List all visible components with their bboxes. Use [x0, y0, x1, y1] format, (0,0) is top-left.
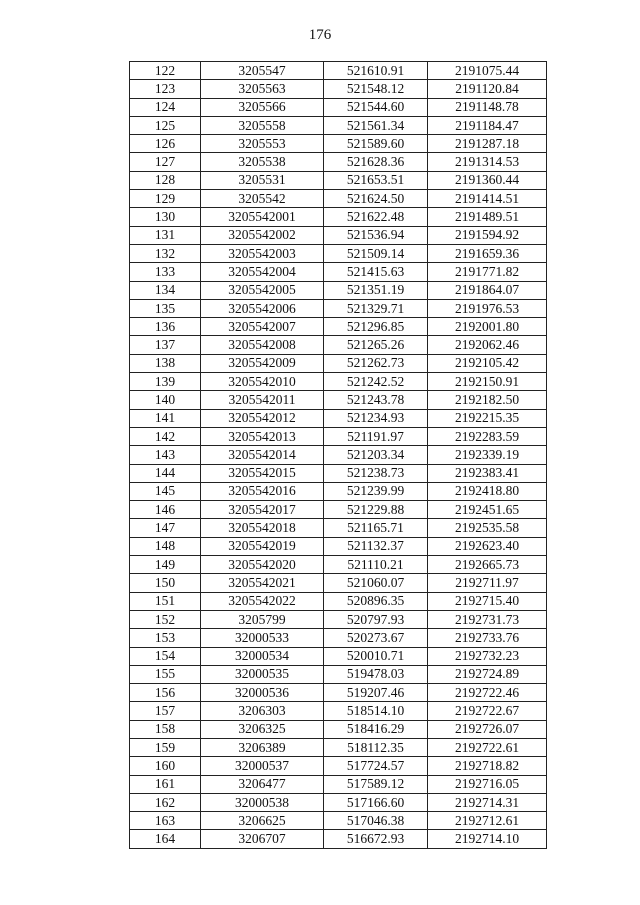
y-coordinate-cell: 2192283.59	[428, 427, 547, 445]
row-number-cell: 149	[130, 556, 201, 574]
y-coordinate-cell: 2191287.18	[428, 135, 547, 153]
table-row	[130, 684, 547, 702]
x-coordinate-cell: 521242.52	[324, 373, 428, 391]
y-coordinate-cell: 2192731.73	[428, 610, 547, 628]
y-coordinate-cell: 2191184.47	[428, 116, 547, 134]
row-number-cell: 146	[130, 501, 201, 519]
row-number-cell: 154	[130, 647, 201, 665]
x-coordinate-cell: 519478.03	[324, 665, 428, 683]
row-number-cell: 152	[130, 610, 201, 628]
row-number-cell: 126	[130, 135, 201, 153]
x-coordinate-cell: 521624.50	[324, 190, 428, 208]
row-number-cell: 131	[130, 226, 201, 244]
row-number-cell: 135	[130, 299, 201, 317]
row-number-cell: 163	[130, 812, 201, 830]
table-row	[130, 775, 547, 793]
y-coordinate-cell: 2191771.82	[428, 263, 547, 281]
x-coordinate-cell: 521329.71	[324, 299, 428, 317]
point-id-cell: 32000534	[201, 647, 324, 665]
x-coordinate-cell: 521262.73	[324, 354, 428, 372]
point-id-cell: 3205531	[201, 171, 324, 189]
y-coordinate-cell: 2192105.42	[428, 354, 547, 372]
table-row	[130, 281, 547, 299]
point-id-cell: 3205547	[201, 62, 324, 80]
x-coordinate-cell: 521589.60	[324, 135, 428, 153]
point-id-cell: 3205542012	[201, 409, 324, 427]
row-number-cell: 155	[130, 665, 201, 683]
table-row	[130, 647, 547, 665]
row-number-cell: 137	[130, 336, 201, 354]
point-id-cell: 3205542017	[201, 501, 324, 519]
point-id-cell: 3205542003	[201, 244, 324, 262]
x-coordinate-cell: 516672.93	[324, 830, 428, 848]
row-number-cell: 138	[130, 354, 201, 372]
point-id-cell: 3205542013	[201, 427, 324, 445]
x-coordinate-cell: 521509.14	[324, 244, 428, 262]
x-coordinate-cell: 520010.71	[324, 647, 428, 665]
table-row	[130, 171, 547, 189]
table-row	[130, 153, 547, 171]
table-row	[130, 793, 547, 811]
row-number-cell: 140	[130, 391, 201, 409]
x-coordinate-cell: 521544.60	[324, 98, 428, 116]
row-number-cell: 136	[130, 318, 201, 336]
table-row	[130, 574, 547, 592]
x-coordinate-cell: 521203.34	[324, 446, 428, 464]
row-number-cell: 162	[130, 793, 201, 811]
point-id-cell: 3205542005	[201, 281, 324, 299]
page-number: 176	[308, 27, 332, 43]
y-coordinate-cell: 2192451.65	[428, 501, 547, 519]
x-coordinate-cell: 521165.71	[324, 519, 428, 537]
table-row	[130, 629, 547, 647]
y-coordinate-cell: 2192150.91	[428, 373, 547, 391]
table-row	[130, 98, 547, 116]
y-coordinate-cell: 2191594.92	[428, 226, 547, 244]
y-coordinate-cell: 2192714.10	[428, 830, 547, 848]
point-id-cell: 3205538	[201, 153, 324, 171]
table-row	[130, 720, 547, 738]
x-coordinate-cell: 517724.57	[324, 757, 428, 775]
x-coordinate-cell: 518514.10	[324, 702, 428, 720]
x-coordinate-cell: 521653.51	[324, 171, 428, 189]
row-number-cell: 122	[130, 62, 201, 80]
point-id-cell: 3205542006	[201, 299, 324, 317]
point-id-cell: 3205542009	[201, 354, 324, 372]
table-row	[130, 354, 547, 372]
table-row	[130, 373, 547, 391]
point-id-cell: 3205542001	[201, 208, 324, 226]
point-id-cell: 3205542010	[201, 373, 324, 391]
point-id-cell: 3205542015	[201, 464, 324, 482]
row-number-cell: 159	[130, 738, 201, 756]
x-coordinate-cell: 519207.46	[324, 684, 428, 702]
table-row	[130, 665, 547, 683]
point-id-cell: 3205542002	[201, 226, 324, 244]
y-coordinate-cell: 2192733.76	[428, 629, 547, 647]
y-coordinate-cell: 2192623.40	[428, 537, 547, 555]
table-row	[130, 409, 547, 427]
point-id-cell: 32000538	[201, 793, 324, 811]
table-row	[130, 318, 547, 336]
x-coordinate-cell: 517046.38	[324, 812, 428, 830]
y-coordinate-cell: 2191075.44	[428, 62, 547, 80]
table-row	[130, 446, 547, 464]
row-number-cell: 128	[130, 171, 201, 189]
y-coordinate-cell: 2192418.80	[428, 482, 547, 500]
point-id-cell: 3205542022	[201, 592, 324, 610]
x-coordinate-cell: 521265.26	[324, 336, 428, 354]
y-coordinate-cell: 2191360.44	[428, 171, 547, 189]
point-id-cell: 3205542008	[201, 336, 324, 354]
table-row	[130, 190, 547, 208]
y-coordinate-cell: 2192724.89	[428, 665, 547, 683]
row-number-cell: 148	[130, 537, 201, 555]
row-number-cell: 157	[130, 702, 201, 720]
row-number-cell: 141	[130, 409, 201, 427]
y-coordinate-cell: 2192716.05	[428, 775, 547, 793]
y-coordinate-cell: 2192715.40	[428, 592, 547, 610]
table-row	[130, 556, 547, 574]
table-row	[130, 464, 547, 482]
row-number-cell: 147	[130, 519, 201, 537]
y-coordinate-cell: 2192722.46	[428, 684, 547, 702]
y-coordinate-cell: 2192062.46	[428, 336, 547, 354]
x-coordinate-cell: 521060.07	[324, 574, 428, 592]
table-row	[130, 427, 547, 445]
y-coordinate-cell: 2192732.23	[428, 647, 547, 665]
row-number-cell: 143	[130, 446, 201, 464]
x-coordinate-cell: 518112.35	[324, 738, 428, 756]
point-id-cell: 3205542011	[201, 391, 324, 409]
table-row	[130, 812, 547, 830]
y-coordinate-cell: 2192711.97	[428, 574, 547, 592]
x-coordinate-cell: 521191.97	[324, 427, 428, 445]
row-number-cell: 129	[130, 190, 201, 208]
x-coordinate-cell: 521351.19	[324, 281, 428, 299]
point-id-cell: 3205542018	[201, 519, 324, 537]
point-id-cell: 3206477	[201, 775, 324, 793]
point-id-cell: 3205542020	[201, 556, 324, 574]
point-id-cell: 3206389	[201, 738, 324, 756]
point-id-cell: 32000537	[201, 757, 324, 775]
point-id-cell: 3205542019	[201, 537, 324, 555]
row-number-cell: 153	[130, 629, 201, 647]
table-row	[130, 80, 547, 98]
x-coordinate-cell: 517166.60	[324, 793, 428, 811]
table-body	[130, 62, 547, 849]
table-row	[130, 482, 547, 500]
x-coordinate-cell: 518416.29	[324, 720, 428, 738]
table-row	[130, 537, 547, 555]
table-row	[130, 244, 547, 262]
table-row	[130, 62, 547, 80]
x-coordinate-cell: 521415.63	[324, 263, 428, 281]
x-coordinate-cell: 521536.94	[324, 226, 428, 244]
table-row	[130, 263, 547, 281]
point-id-cell: 3206707	[201, 830, 324, 848]
x-coordinate-cell: 521610.91	[324, 62, 428, 80]
x-coordinate-cell: 521110.21	[324, 556, 428, 574]
row-number-cell: 132	[130, 244, 201, 262]
point-id-cell: 3205553	[201, 135, 324, 153]
point-id-cell: 3206303	[201, 702, 324, 720]
table-row	[130, 501, 547, 519]
y-coordinate-cell: 2191659.36	[428, 244, 547, 262]
x-coordinate-cell: 517589.12	[324, 775, 428, 793]
point-id-cell: 3205542021	[201, 574, 324, 592]
row-number-cell: 150	[130, 574, 201, 592]
x-coordinate-cell: 520273.67	[324, 629, 428, 647]
table-row	[130, 116, 547, 134]
table-row	[130, 299, 547, 317]
y-coordinate-cell: 2192712.61	[428, 812, 547, 830]
y-coordinate-cell: 2192383.41	[428, 464, 547, 482]
row-number-cell: 123	[130, 80, 201, 98]
point-id-cell: 3205558	[201, 116, 324, 134]
point-id-cell: 32000533	[201, 629, 324, 647]
table-row	[130, 226, 547, 244]
row-number-cell: 144	[130, 464, 201, 482]
x-coordinate-cell: 521238.73	[324, 464, 428, 482]
row-number-cell: 160	[130, 757, 201, 775]
x-coordinate-cell: 521239.99	[324, 482, 428, 500]
row-number-cell: 156	[130, 684, 201, 702]
y-coordinate-cell: 2191976.53	[428, 299, 547, 317]
y-coordinate-cell: 2192001.80	[428, 318, 547, 336]
point-id-cell: 3205566	[201, 98, 324, 116]
table-row	[130, 592, 547, 610]
y-coordinate-cell: 2191864.07	[428, 281, 547, 299]
x-coordinate-cell: 521296.85	[324, 318, 428, 336]
x-coordinate-cell: 521548.12	[324, 80, 428, 98]
table-row	[130, 830, 547, 848]
x-coordinate-cell: 521132.37	[324, 537, 428, 555]
point-id-cell: 3205799	[201, 610, 324, 628]
y-coordinate-cell: 2191120.84	[428, 80, 547, 98]
row-number-cell: 139	[130, 373, 201, 391]
y-coordinate-cell: 2191314.53	[428, 153, 547, 171]
x-coordinate-cell: 521628.36	[324, 153, 428, 171]
y-coordinate-cell: 2192722.61	[428, 738, 547, 756]
row-number-cell: 158	[130, 720, 201, 738]
y-coordinate-cell: 2192665.73	[428, 556, 547, 574]
table-row	[130, 135, 547, 153]
table-row	[130, 738, 547, 756]
x-coordinate-cell: 521561.34	[324, 116, 428, 134]
row-number-cell: 125	[130, 116, 201, 134]
y-coordinate-cell: 2192339.19	[428, 446, 547, 464]
point-id-cell: 3205542014	[201, 446, 324, 464]
table-row	[130, 208, 547, 226]
row-number-cell: 161	[130, 775, 201, 793]
x-coordinate-cell: 520896.35	[324, 592, 428, 610]
table-row	[130, 757, 547, 775]
y-coordinate-cell: 2191148.78	[428, 98, 547, 116]
y-coordinate-cell: 2192182.50	[428, 391, 547, 409]
point-id-cell: 32000536	[201, 684, 324, 702]
x-coordinate-cell: 521622.48	[324, 208, 428, 226]
y-coordinate-cell: 2192215.35	[428, 409, 547, 427]
row-number-cell: 142	[130, 427, 201, 445]
row-number-cell: 127	[130, 153, 201, 171]
point-id-cell: 3205563	[201, 80, 324, 98]
point-id-cell: 3205542004	[201, 263, 324, 281]
row-number-cell: 133	[130, 263, 201, 281]
point-id-cell: 3205542	[201, 190, 324, 208]
y-coordinate-cell: 2191414.51	[428, 190, 547, 208]
table-row	[130, 702, 547, 720]
row-number-cell: 134	[130, 281, 201, 299]
point-id-cell: 3205542016	[201, 482, 324, 500]
x-coordinate-cell: 520797.93	[324, 610, 428, 628]
x-coordinate-cell: 521234.93	[324, 409, 428, 427]
row-number-cell: 124	[130, 98, 201, 116]
row-number-cell: 130	[130, 208, 201, 226]
y-coordinate-cell: 2191489.51	[428, 208, 547, 226]
point-id-cell: 32000535	[201, 665, 324, 683]
row-number-cell: 145	[130, 482, 201, 500]
table-row	[130, 391, 547, 409]
y-coordinate-cell: 2192535.58	[428, 519, 547, 537]
y-coordinate-cell: 2192722.67	[428, 702, 547, 720]
row-number-cell: 151	[130, 592, 201, 610]
y-coordinate-cell: 2192718.82	[428, 757, 547, 775]
table-row	[130, 336, 547, 354]
x-coordinate-cell: 521229.88	[324, 501, 428, 519]
table-row	[130, 519, 547, 537]
coordinates-table	[129, 61, 547, 849]
point-id-cell: 3205542007	[201, 318, 324, 336]
table-row	[130, 610, 547, 628]
x-coordinate-cell: 521243.78	[324, 391, 428, 409]
row-number-cell: 164	[130, 830, 201, 848]
y-coordinate-cell: 2192714.31	[428, 793, 547, 811]
point-id-cell: 3206625	[201, 812, 324, 830]
y-coordinate-cell: 2192726.07	[428, 720, 547, 738]
point-id-cell: 3206325	[201, 720, 324, 738]
